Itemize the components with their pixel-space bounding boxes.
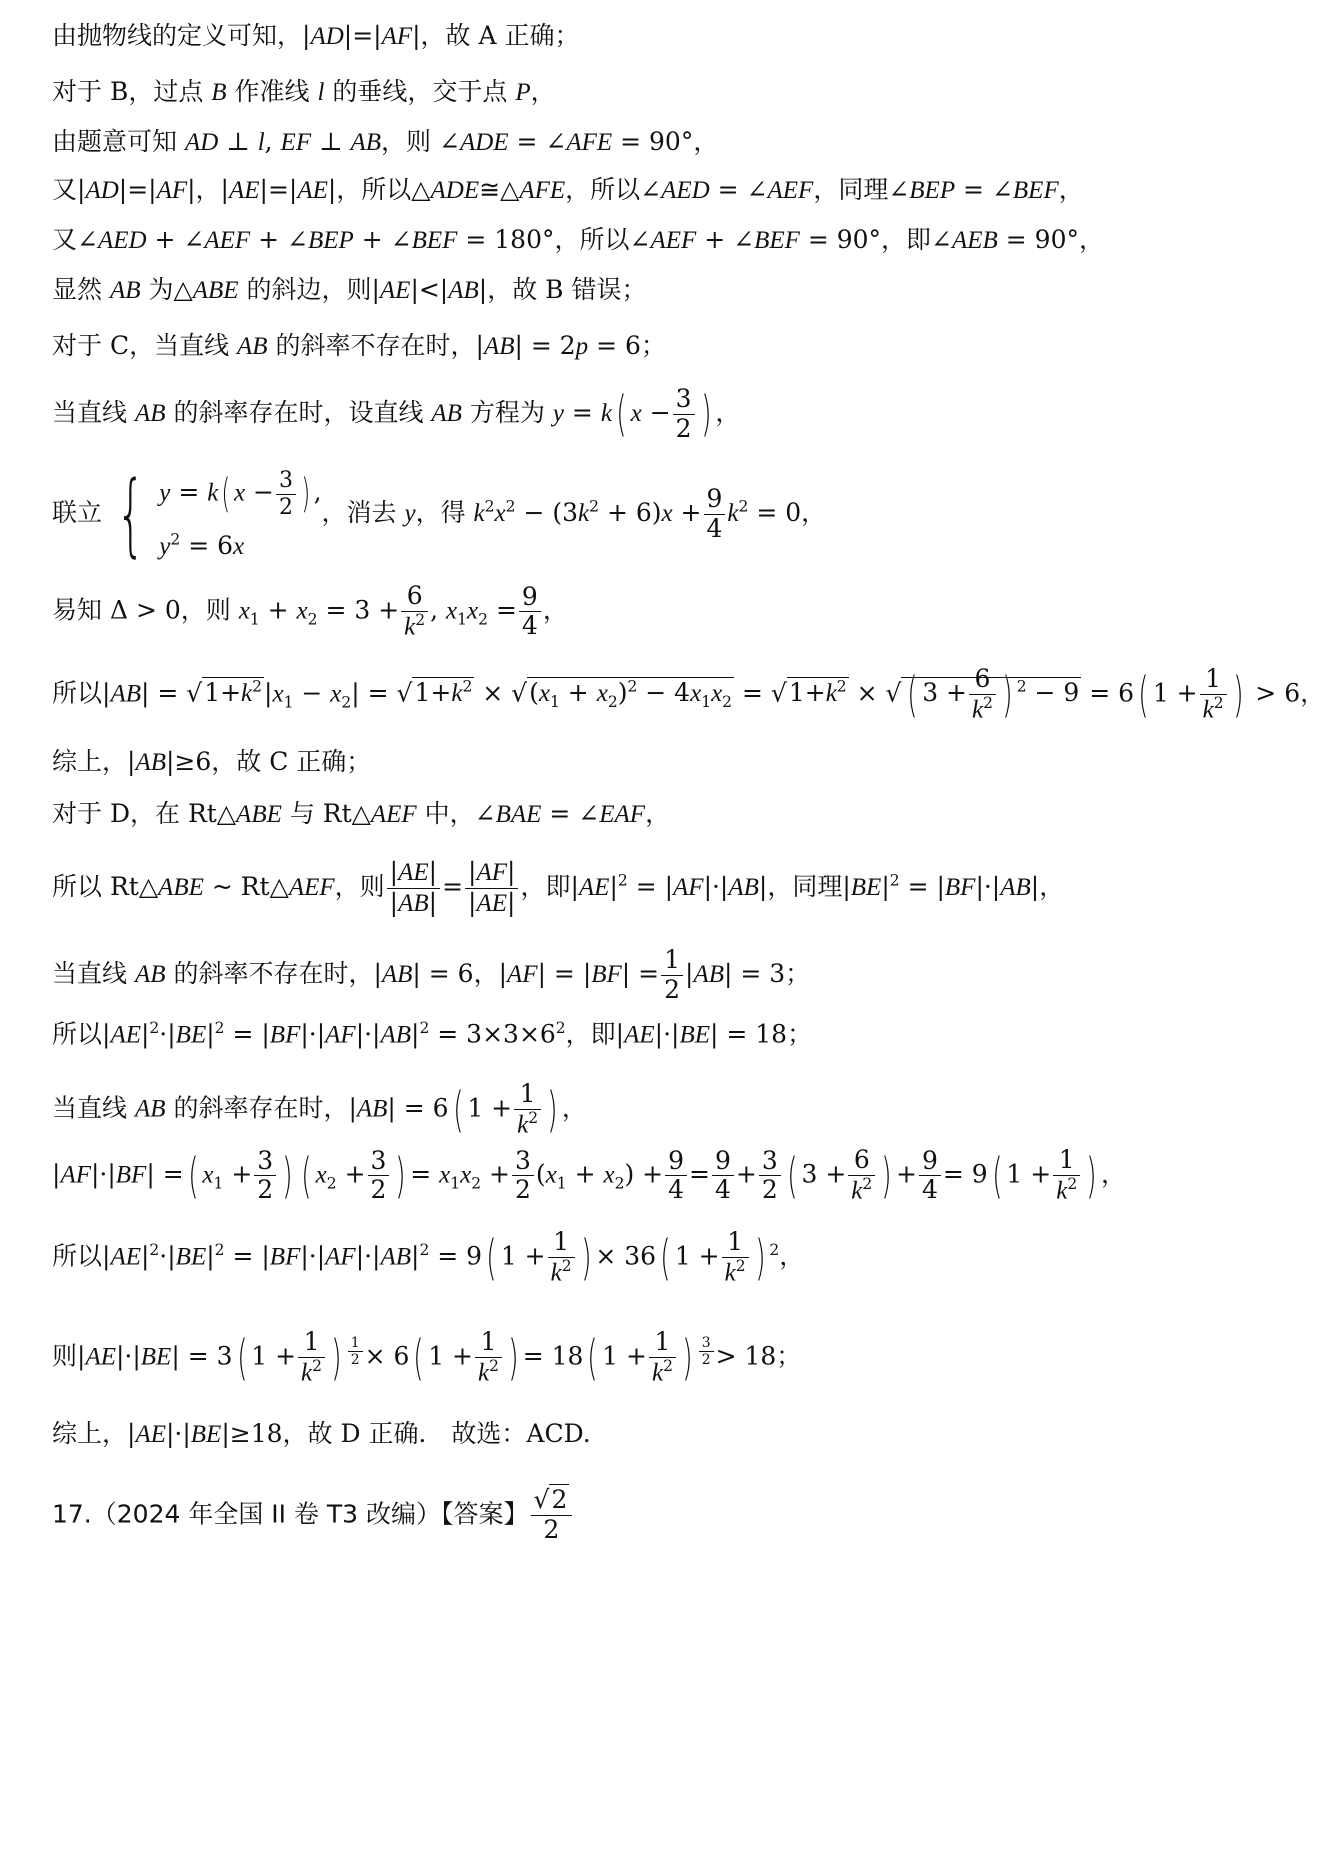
line-9: 联立 { y = k( x − $\frac{3}{2}$ ) , $y^2 = 6x$ ，消去 y，得 $k^2x^2 - (3k^2 + 6)x$ + $\frac{9}{4}$ $k^2 = 0$，	[52, 462, 827, 567]
line-7: 对于 C，当直线 AB 的斜率不存在时，|AB| = 2p = 6；	[52, 331, 666, 360]
line-15: 当直线 AB 的斜率不存在时，|AB| = 6，|AF| = |BF| = $\frac{1}{2}$ |AB| = 3；	[52, 945, 811, 1004]
line-4: 又|AD|=|AF|，|AE|=|AE|，所以△ADE≅△AFE，所以∠AED = ∠AEF，同理∠BEP = ∠BEF，	[52, 175, 1084, 204]
line-17: 当直线 AB 的斜率存在时，|AB| = 6( 1 + $\frac{1}{k^2}$ ) ，	[52, 1079, 587, 1139]
line-13: 对于 D，在 Rt△ABE 与 Rt△AEF 中，∠BAE = ∠EAF，	[52, 799, 671, 828]
line-18: |AF|·|BF| =( $x_1$ + $\frac{3}{2}$ ) ( $x_2$ + $\frac{3}{2}$ ) = $x_1x_2$ + $\frac{3}{2}$ $(x_1 + x_2)$ + $\frac{9}{4}$ = $\frac{9}{4}$ + $\frac{3}{2}$ ( 3 + $\frac{6}{k^2}$ ) + $\frac{9}{4}$ = 9( 1 + $\frac{1}{k^2}$ ) ，	[52, 1145, 1126, 1205]
line-1: 由抛物线的定义可知，|AD|=|AF|，故 A 正确；	[52, 21, 580, 50]
line-10: 易知 Δ > 0，则 $x_1 + x_2 = 3$ + $\frac{6}{k^2}$ , $x_1x_2$ = $\frac{9}{4}$ ，	[52, 581, 568, 641]
line-16: 所以$|AE|^2\cdot|BE|^2 = |BF|\cdot|AF|\cdot|AB|^2 = 3\times 3\times 6^2$，即|AE|·|BE| = 18；	[52, 1019, 813, 1049]
line-22: 17.（2024 年全国 II 卷 T3 改编）【答案】 $\frac{√2}{2}$	[52, 1486, 1166, 1545]
line-19: 所以$|AE|^2\cdot|BE|^2 = |BF|\cdot|AF|\cdot|AB|^2 = 9$( 1 + $\frac{1}{k^2}$ ) × 36( 1 + $\frac{1}{k^2}$ ) $^2$，	[52, 1227, 805, 1287]
line-20: 则|AE|·|BE| = 3( 1 + $\frac{1}{k^2}$ ) $^{\frac{1}{2}}$ × 6( 1 + $\frac{1}{k^2}$ ) = 18( 1 + $\frac{1}{k^2}$ ) $^{\frac{3}{2}}$ > 18；	[52, 1327, 802, 1387]
line-21: 综上，|AE|·|BE|≥18，故 D 正确． 故选：ACD.	[52, 1419, 591, 1448]
line-3: 由题意可知 AD ⊥ l, EF ⊥ AB，则 ∠ADE = ∠AFE = 90°，	[52, 127, 719, 156]
line-8: 当直线 AB 的斜率存在时，设直线 AB 方程为 y = k( x − $\frac{3}{2}$ ) ，	[52, 384, 741, 443]
line-6: 显然 AB 为△ABE 的斜边，则|AE|<|AB|，故 B 错误；	[52, 275, 647, 304]
line-2: 对于 B，过点 B 作准线 l 的垂线，交于点 P，	[52, 77, 556, 106]
line-14: 所以 Rt△ABE ~ Rt△AEF，则 $\frac{|AE|}{|AB|}$ = $\frac{|AF|}{|AE|}$ ，即$|AE|^2 = |AF|\cdot|AB|$，同理$|BE|^2 = |BF|\cdot|AB|$，	[52, 857, 1065, 917]
line-5: 又∠AED + ∠AEF + ∠BEP + ∠BEF = 180°，所以∠AEF + ∠BEF = 90°，即∠AEB = 90°，	[52, 225, 1104, 254]
line-11: 所以$|AB| = √1+k^2|x_1 - x_2| = √1+k^2 \times √(x_1 + x_2)^2 - 4x_1x_2 = √1+k^2$ × √ ( 3 + $\frac{6}{k^2}$ ) $^2$ − 9 = 6( 1 + $\frac{1}{k^2}$ ) > 6，	[52, 664, 1325, 724]
line-12: 综上，|AB|≥6，故 C 正确；	[52, 747, 372, 776]
